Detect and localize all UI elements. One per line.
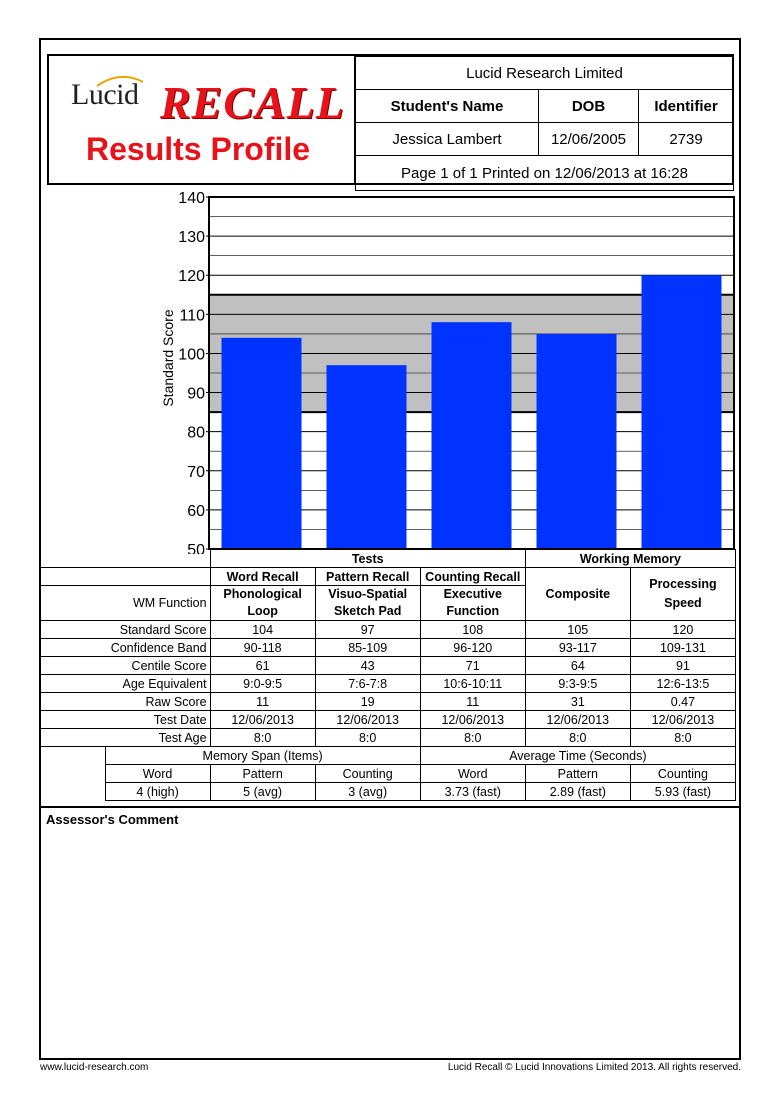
standard-score-chart — [170, 188, 740, 554]
span-value: 4 (high) — [105, 783, 210, 801]
group-tests: Tests — [210, 550, 525, 568]
wm-func-line2: Function — [446, 604, 500, 618]
row-label: Standard Score — [39, 621, 210, 639]
bar-2 — [327, 365, 407, 549]
group-working-memory: Working Memory — [525, 550, 735, 568]
table-row — [39, 675, 736, 693]
table-row — [39, 639, 736, 657]
row-value: 108 — [420, 621, 525, 639]
row-value: 104 — [210, 621, 315, 639]
wm-function-label: WM Function — [39, 586, 210, 621]
wm-func-pattern — [315, 586, 420, 621]
test-header-pattern: Pattern Recall — [315, 568, 420, 586]
row-value: 7:6-7:8 — [315, 675, 420, 693]
row-value: 12/06/2013 — [630, 711, 735, 729]
y-tick-label: 60 — [187, 502, 205, 520]
bar-5 — [642, 275, 722, 549]
y-tick-label: 100 — [178, 346, 205, 364]
row-value: 71 — [420, 657, 525, 675]
printed-info: Page 1 of 1 Printed on 12/06/2013 at 16:28 — [356, 156, 734, 191]
row-value: 11 — [210, 693, 315, 711]
row-value: 120 — [630, 621, 735, 639]
table-row — [39, 693, 736, 711]
footer-copyright: Lucid Recall © Lucid Innovations Limited 2013. All rights reserved. — [447, 1062, 741, 1073]
student-info-table — [355, 56, 734, 191]
row-value: 31 — [525, 693, 630, 711]
col-dob: DOB — [539, 90, 639, 123]
memory-span-title: Memory Span (Items) — [105, 747, 420, 765]
table-row — [39, 711, 736, 729]
row-value: 0.47 — [630, 693, 735, 711]
time-value: 3.73 (fast) — [420, 783, 525, 801]
wm-header-line1: Processing — [649, 577, 717, 591]
row-value: 85-109 — [315, 639, 420, 657]
y-axis-label: Standard Score — [160, 309, 176, 407]
time-value: 5.93 (fast) — [630, 783, 735, 801]
row-value: 9:0-9:5 — [210, 675, 315, 693]
results-table — [39, 549, 736, 801]
y-tick-label: 90 — [187, 385, 205, 403]
y-tick-label: 130 — [178, 229, 205, 247]
table-row — [39, 729, 736, 747]
row-value: 64 — [525, 657, 630, 675]
span-header: Counting — [315, 765, 420, 783]
y-tick-label: 70 — [187, 463, 205, 481]
row-value: 8:0 — [420, 729, 525, 747]
org-name: Lucid Research Limited — [356, 57, 734, 90]
row-value: 97 — [315, 621, 420, 639]
row-value: 12/06/2013 — [210, 711, 315, 729]
comment-divider — [39, 806, 741, 808]
col-identifier: Identifier — [639, 90, 734, 123]
y-tick-label: 50 — [187, 542, 205, 554]
row-value: 91 — [630, 657, 735, 675]
assessor-comment-title: Assessor's Comment — [46, 812, 179, 827]
row-value: 8:0 — [630, 729, 735, 747]
wm-func-line1: Executive — [443, 587, 502, 601]
logo-swoosh-icon — [95, 74, 145, 88]
row-label: Test Age — [39, 729, 210, 747]
row-label: Raw Score — [39, 693, 210, 711]
wm-processing-speed-header — [630, 568, 735, 621]
brand-lucid: Lucid — [71, 78, 139, 111]
wm-func-line1: Visuo-Spatial — [328, 587, 408, 601]
row-value: 61 — [210, 657, 315, 675]
wm-composite-header: Composite — [525, 568, 630, 621]
student-dob: 12/06/2005 — [539, 123, 639, 156]
wm-header-line2: Speed — [664, 596, 702, 610]
row-value: 12/06/2013 — [315, 711, 420, 729]
span-value: 5 (avg) — [210, 783, 315, 801]
span-header: Pattern — [210, 765, 315, 783]
wm-func-line1: Phonological — [223, 587, 302, 601]
row-label: Age Equivalent — [39, 675, 210, 693]
row-value: 8:0 — [525, 729, 630, 747]
row-value: 96-120 — [420, 639, 525, 657]
y-tick-label: 80 — [187, 424, 205, 442]
row-value: 9:3-9:5 — [525, 675, 630, 693]
wm-func-word — [210, 586, 315, 621]
bar-3 — [432, 322, 512, 549]
row-value: 12:6-13:5 — [630, 675, 735, 693]
row-value: 8:0 — [315, 729, 420, 747]
span-header: Word — [105, 765, 210, 783]
row-value: 12/06/2013 — [525, 711, 630, 729]
row-value: 19 — [315, 693, 420, 711]
row-value: 105 — [525, 621, 630, 639]
span-value: 3 (avg) — [315, 783, 420, 801]
avg-time-title: Average Time (Seconds) — [420, 747, 735, 765]
report-title: Results Profile — [86, 131, 311, 167]
time-value: 2.89 (fast) — [525, 783, 630, 801]
row-value: 12/06/2013 — [420, 711, 525, 729]
row-value: 109-131 — [630, 639, 735, 657]
row-value: 90-118 — [210, 639, 315, 657]
col-student-name: Student's Name — [356, 90, 539, 123]
row-value: 10:6-10:11 — [420, 675, 525, 693]
time-header: Pattern — [525, 765, 630, 783]
row-value: 8:0 — [210, 729, 315, 747]
time-header: Word — [420, 765, 525, 783]
row-value: 93-117 — [525, 639, 630, 657]
table-row — [39, 621, 736, 639]
wm-func-line2: Loop — [247, 604, 278, 618]
brand-recall: RECALL — [160, 77, 345, 128]
footer-website: www.lucid-research.com — [40, 1062, 149, 1073]
bar-1 — [222, 338, 302, 549]
row-label: Centile Score — [39, 657, 210, 675]
test-header-word: Word Recall — [210, 568, 315, 586]
student-name: Jessica Lambert — [356, 123, 539, 156]
time-header: Counting — [630, 765, 735, 783]
student-identifier: 2739 — [639, 123, 734, 156]
row-label: Confidence Band — [39, 639, 210, 657]
wm-func-counting — [420, 586, 525, 621]
row-label: Test Date — [39, 711, 210, 729]
row-value: 43 — [315, 657, 420, 675]
test-header-counting: Counting Recall — [420, 568, 525, 586]
wm-func-line2: Sketch Pad — [333, 604, 402, 618]
y-tick-label: 110 — [179, 307, 205, 325]
bar-4 — [537, 334, 617, 549]
y-tick-label: 120 — [178, 268, 205, 286]
row-value: 11 — [420, 693, 525, 711]
y-tick-label: 140 — [178, 190, 205, 207]
table-row — [39, 657, 736, 675]
